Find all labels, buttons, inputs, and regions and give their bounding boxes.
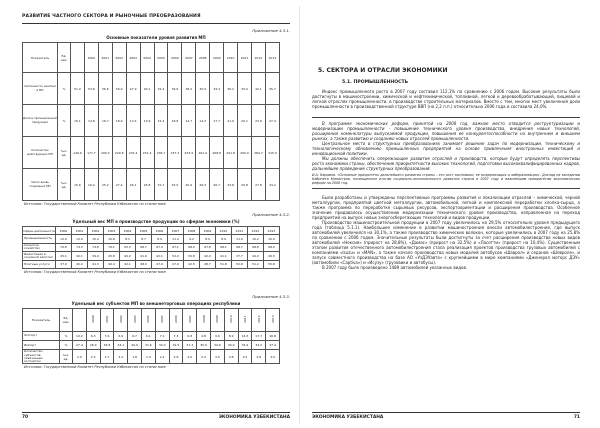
table-header-year: 2009 <box>200 227 216 235</box>
table-cell: 8.0 <box>200 235 216 243</box>
table-cell: 39.0 <box>238 73 252 105</box>
table-cell: 11.4 <box>168 235 184 243</box>
table-cell: 45.7 <box>265 73 279 105</box>
table-header-year: 2008 <box>184 227 200 235</box>
table-header-unit: Ед. изм. <box>58 43 71 73</box>
row-label: Число вновь созданных МП <box>23 169 58 201</box>
table-cell: 31.7 <box>154 169 168 201</box>
table-cell: 12.9 <box>56 235 72 243</box>
intro-paragraph: Индекс промышленного роста в 2007 году составил 112,1% по сравнению с 2006 годом. Высокие результаты были достигнуты в машиностроении, химической и нефтехимической, топливной, легкой и деревообрабатывающей, пищевой и легкой отраслях промышленности, в производстве строительных материалов. Вместе с тем, многих мест увеличения доли промышленности в производственной структуре ВВП (на 2,2 п.п.) относительно 2006 года и составила 24,0%. <box>312 89 580 109</box>
table-cell: 10.8 <box>104 235 120 243</box>
right-page <box>300 0 600 428</box>
table-cell: 50.8 <box>184 252 200 260</box>
table-cell: 20.1 <box>238 105 252 137</box>
table-cell: 177.7 <box>84 137 98 169</box>
table-cell: 18.9 <box>112 105 126 137</box>
quote-box <box>312 117 580 189</box>
table-cell: 3.2 <box>114 350 128 364</box>
table-header-indicator: Показатель <box>23 308 60 331</box>
running-header-left: РАЗВИТИЕ ЧАСТНОГО СЕКТОРА И РЫНОЧНЫЕ ПРЕОБРАЗОВАНИЯ <box>22 14 290 24</box>
table-row <box>23 350 280 364</box>
appendix-label-2: Приложение 4.3.2. <box>252 212 290 217</box>
table-header-unit: Ед. изм. <box>60 308 73 331</box>
body-paragraph-2: Производство машиностроительной продукции в 2007 году увеличилось на 29,5% относительно уровня предыдущего года (таблица 5.1.1). Наибольшее изменение в развитии машиностроения внесли автомобилестроение, где выпуск автомобилей увеличился на 30,1%, а также производство химических волокон, которые увеличились в 2007 году на 25,8% по сравнению с 2006 годом. Значительные результаты были достигнуты за счет расширения производства новых видов автомобилей «Нексия» (прирост на 28,8%), «Дамас» (прирост на 32,5%) и «Ласетти» (прирост на 10,4%). Существенным этапом развития отечественного автомобилестроения стала реализация проектов производства грузовых автомобилей с компаниями «Isuzu» и «MAN», а также начало производства новых моделей автобусов «Шаврол» и седанов «Шевроле», и запуск совместного производства на базе АО «УзДЭУавто» с крупнейшими в мире компаниями «Дженерал моторс ДЭУ» (автомобили «Captiva») и «Исузу» (грузовики и автобусы). <box>312 220 580 265</box>
table-cell: 253.9 <box>182 137 196 169</box>
table-header-year: 2004 <box>141 308 155 331</box>
table-cell: 27.8 <box>251 169 265 201</box>
table-cell: 4.8 <box>197 331 211 340</box>
footer-title-right: ЭКОНОМИКА УЗБЕКИСТАНА <box>312 415 384 420</box>
table-header-year: 2013 <box>264 227 280 235</box>
table-header-year: 2001 <box>98 43 112 73</box>
table-cell: 16.4 <box>84 169 98 201</box>
table-cell: 3.0 <box>210 350 224 364</box>
table-cell: 98.8 <box>248 243 264 251</box>
table-header-year: 2005 <box>154 43 168 73</box>
table-cell: 36.2 <box>224 73 238 105</box>
table-cell: 229.8 <box>112 137 126 169</box>
table-cell: 29.0 <box>128 341 142 350</box>
table-row <box>23 105 280 137</box>
table-cell: 52.8 <box>232 260 248 268</box>
table-cell: 20.9 <box>182 169 196 201</box>
table-cell: 40.1 <box>72 252 88 260</box>
quote-paragraph-3: Мы должны обеспечить опережающее развитие отраслей и производств, которые будут определять перспективы роста экономики страны, обеспечение приоритетности высоких технологий, подготовки высококвалифицированных кадров, дальнейшее проведение структурных преобразований. <box>312 156 580 171</box>
table-cell: 29.1 <box>140 73 154 105</box>
table-cell: 74.3 <box>72 243 88 251</box>
table-cell: 15.1 <box>71 105 85 137</box>
table-cell: 12.9 <box>72 235 88 243</box>
quote-paragraph-2: Центральное место в структурных преобразованиях занимает решение задач по модернизации, техническому и технологическому обновлению промышленных предприятий на основе привлечения иностранных инвестиций и инновационной политики. <box>312 141 580 156</box>
row-label: Численность занятых в МП <box>23 73 58 105</box>
table-cell: 74.8 <box>88 243 104 251</box>
table-header-year: 2003 <box>128 308 142 331</box>
table-cell: 31.5 <box>169 341 183 350</box>
table-cell: 26.7 <box>210 169 224 201</box>
table-cell: 52.2 <box>168 252 184 260</box>
table-cell: 13.9 <box>140 105 154 137</box>
row-unit: % <box>60 341 73 350</box>
table-mp-indicators <box>22 42 280 201</box>
table-header-year: 2003 <box>126 43 140 73</box>
body-paragraph-1: Были разработаны и утверждены перспективные программы развития и локализации отраслей – химической, черной металлургии, предприятий цветной металлургии, автомобильной, легкой и комплексной переработки хлопка-сырца, а также программа по переработке сырьевых ресурсов, экспортоориентации и расширения производства. Особенное значение придавалось осуществлению модернизации технического уровня производства, направленная на переход предприятий на выпуск новых энергосберегающих технологий и видов продукции. <box>312 195 580 220</box>
table-cell: 315.0 <box>265 137 279 169</box>
table-cell: 2.2 <box>155 350 169 364</box>
table-header-year: 2012 <box>248 227 264 235</box>
table-cell: 15.4 <box>88 235 104 243</box>
table-cell: 35.0 <box>197 341 211 350</box>
table-header-year <box>71 43 85 73</box>
table-cell: 98.7 <box>232 243 248 251</box>
table-row <box>23 169 280 201</box>
table-cell: 8.9 <box>152 235 168 243</box>
table-row <box>23 331 280 340</box>
page-number-right: 71 <box>573 415 580 420</box>
table-cell: 2.5 <box>238 350 252 364</box>
footer-left <box>22 412 290 420</box>
table-cell: 6.3 <box>86 331 100 340</box>
row-label: Количество субъектов, охваченных экспортом <box>23 350 60 364</box>
table-cell: 47.9 <box>152 260 168 268</box>
table-cell: 44.2 <box>248 252 264 260</box>
table-cell: 6.8 <box>183 331 197 340</box>
row-label: Экспорт <box>23 331 60 340</box>
table-cell: 26.1 <box>126 169 140 201</box>
table-cell: 37.9 <box>56 260 72 268</box>
table-cell: 33.1 <box>114 341 128 350</box>
table-cell: 23.8 <box>224 169 238 201</box>
table-cell: 14.3 <box>196 105 210 137</box>
table-cell: 261.0 <box>196 137 210 169</box>
table-cell: 25.0 <box>168 169 182 201</box>
row-unit: тыс. ед. <box>58 169 71 201</box>
table-cell: 2.0 <box>73 350 87 364</box>
table-header-year <box>73 308 87 331</box>
table-cell: 25.8 <box>140 169 154 201</box>
table-header-year: 2005 <box>155 308 169 331</box>
table-row <box>23 235 280 243</box>
table-cell: 76.1 <box>104 243 120 251</box>
table-cell: 27.4 <box>73 341 87 350</box>
section-title: 5. СЕКТОРА И ОТРАСЛИ ЭКОНОМИКИ <box>318 67 448 74</box>
quote-paragraph-1: В программе экономических реформ, принятой на 2008 год, важное место отводится реструктуризации и модернизации промышленности - повышение технического уровня производства, внедрения новых технологий, расширения номенклатуры выпускаемой продукции, повышения ее конкурентоспособности на внутреннем и внешнем рынках, а также развитию и созданию новых отраслей промышленности. <box>312 121 580 141</box>
appendix-label-1: Приложение 4.3.1. <box>252 28 290 33</box>
table-header-year: 2013 <box>265 43 279 73</box>
table-cell: 15.4 <box>154 105 168 137</box>
table-cell: 7.6 <box>100 331 114 340</box>
table-cell: 47.9 <box>168 260 184 268</box>
row-label: Инвестиции в основной капитал <box>23 252 56 260</box>
table-cell: 26.3 <box>196 169 210 201</box>
table-cell: 261.8 <box>224 137 238 169</box>
table-cell: 42.1 <box>120 260 136 268</box>
table-cell: 97.1 <box>168 243 184 251</box>
table-cell: 48.0 <box>136 260 152 268</box>
table-cell: 268.8 <box>210 137 224 169</box>
table-header-year: 2009 <box>210 43 224 73</box>
table-cell: 14.7 <box>182 105 196 137</box>
row-unit: тыс. ед. <box>58 137 71 169</box>
table-title-1: Основные показатели уровня развития МП <box>106 35 206 40</box>
table-cell: 2.6 <box>169 350 183 364</box>
table-cell: 42.5 <box>184 260 200 268</box>
table-cell: 27.9 <box>126 73 140 105</box>
table-cell: 8.7 <box>136 235 152 243</box>
table-header-year: 2008 <box>196 43 210 73</box>
table-cell: 9.2 <box>184 235 200 243</box>
table-header-year: 2010 <box>224 308 238 331</box>
table-cell: 34.3 <box>210 73 224 105</box>
table-cell: 37.4 <box>266 341 280 350</box>
table-cell: 51.8 <box>216 260 232 268</box>
table-header-sphere: Сферы деятельности <box>23 227 56 235</box>
table-cell: 42.1 <box>152 252 168 260</box>
table-cell: 206.3 <box>98 137 112 169</box>
table-cell: 6.1 <box>141 331 155 340</box>
table-cell: 2.0 <box>183 350 197 364</box>
table-cell: 70.8 <box>56 243 72 251</box>
table-cell: 16.8 <box>266 331 280 340</box>
table-cell: 98.9 <box>264 243 280 251</box>
table-cell: 59.0 <box>112 73 126 105</box>
row-label: Количество действующих МП <box>23 137 58 169</box>
table-cell: 23.9 <box>251 105 265 137</box>
table-cell: 34.9 <box>210 341 224 350</box>
table-cell: 42.2 <box>200 252 216 260</box>
table-header-year: 2009 <box>210 308 224 331</box>
table-header-indicator: Показатель <box>23 43 58 73</box>
table-cell: 284.7 <box>251 137 265 169</box>
table-cell: 41.1 <box>216 252 232 260</box>
row-label: Платные услуги <box>23 260 56 268</box>
row-unit: тыс. ед. <box>60 350 73 364</box>
table-header-year: 2004 <box>140 43 154 73</box>
row-label: Импорт <box>23 341 60 350</box>
table-header-year: 2003 <box>104 227 120 235</box>
table-cell: 95.3 <box>120 243 136 251</box>
table-cell: 32.9 <box>238 341 252 350</box>
running-header-right <box>312 14 580 23</box>
table-cell: 3.8 <box>224 350 238 364</box>
table-cell: 37.7 <box>232 252 248 260</box>
table-cell: 7.3 <box>169 331 183 340</box>
table-header-year: 2011 <box>238 308 252 331</box>
table-cell: 41.3 <box>88 260 104 268</box>
row-unit: % <box>58 73 71 105</box>
table-header-year: 2006 <box>169 308 183 331</box>
table-header-year: 2012 <box>251 43 265 73</box>
table-header-year: 2002 <box>112 43 126 73</box>
table-cell: 18.8 <box>168 105 182 137</box>
table-row <box>23 252 280 260</box>
table-cell: 38.2 <box>182 73 196 105</box>
table-row <box>23 341 280 350</box>
table-cell: 53.6 <box>84 73 98 105</box>
table-cell: 1.9 <box>141 350 155 364</box>
table-cell: 42.1 <box>251 73 265 105</box>
table-header-year: 2006 <box>168 43 182 73</box>
table-header-year: 2002 <box>88 227 104 235</box>
table-cell: 27.4 <box>265 105 279 137</box>
table-cell: 26.9 <box>86 341 100 350</box>
row-label: Промышленность <box>23 235 56 243</box>
table-cell: 30.9 <box>196 73 210 105</box>
body-paragraph-3: В 2007 году было произведено 1489 автомобилей указанных видов. <box>322 265 468 270</box>
table-cell: 16.7 <box>98 105 112 137</box>
table-cell: 2.3 <box>86 350 100 364</box>
table-row <box>23 260 280 268</box>
table-header-year: 2002 <box>114 308 128 331</box>
appendix-label-3: Приложение 4.3.3. <box>252 293 290 299</box>
table-cell: 55.8 <box>264 260 280 268</box>
table-cell: 51.0 <box>71 73 85 105</box>
table-cell: 17.7 <box>252 331 266 340</box>
table-cell: 8.9 <box>224 331 238 340</box>
table-cell: 34.2 <box>252 341 266 350</box>
table-cell: 6.7 <box>128 331 142 340</box>
table-mp-foreign-trade <box>22 308 280 364</box>
footer-right <box>312 412 580 420</box>
table-cell: 26.8 <box>238 169 252 201</box>
table-header-year: 2011 <box>232 227 248 235</box>
table-cell: 97.8 <box>200 243 216 251</box>
row-unit: % <box>60 331 73 340</box>
table-header-year: 2012 <box>252 308 266 331</box>
table-cell: 231.4 <box>140 137 154 169</box>
table-cell: 1.8 <box>128 350 142 364</box>
table-cell: 97.4 <box>152 243 168 251</box>
table-cell: 48.7 <box>200 260 216 268</box>
table-header-year: 2000 <box>86 308 100 331</box>
table-cell: 27.4 <box>112 169 126 201</box>
table-header-year: 2000 <box>84 43 98 73</box>
table-cell: 46.4 <box>104 260 120 268</box>
table-header-year: 2013 <box>266 308 280 331</box>
table-header-year: 2006 <box>152 227 168 235</box>
table-row <box>23 73 280 105</box>
table-cell: 39.6 <box>168 73 182 105</box>
table-cell: 236.7 <box>154 137 168 169</box>
table-source-2: Источник: Государственный Комитет Республики Узбекистан по статистике <box>24 269 166 274</box>
row-label: Сельское хозяйство <box>23 243 56 251</box>
table-cell: 31.6 <box>141 341 155 350</box>
table-cell: 32.0 <box>155 341 169 350</box>
table-header-year: 2001 <box>100 308 114 331</box>
table-cell: 39.4 <box>88 252 104 260</box>
table-header-year: 2010 <box>216 227 232 235</box>
table-header-year: 2004 <box>120 227 136 235</box>
table-source-3: Источник: Государственный Комитет Республики Узбекистан по статистике <box>24 365 166 370</box>
table-cell: 56.6 <box>98 73 112 105</box>
table-cell: 11.9 <box>232 235 248 243</box>
table-cell: 8.9 <box>216 235 232 243</box>
table-cell: 17.7 <box>210 105 224 137</box>
table-cell: 15.6 <box>71 169 85 201</box>
table-cell: 98.1 <box>216 243 232 251</box>
table-cell: 41.9 <box>136 252 152 260</box>
table-header-year: 2010 <box>224 43 238 73</box>
table-header-year: 2001 <box>72 227 88 235</box>
table-header-year: 2007 <box>183 308 197 331</box>
table-cell: 14.8 <box>84 105 98 137</box>
table-mp-sphere-share <box>22 226 280 269</box>
table-cell: 14.3 <box>238 331 252 340</box>
table-cell: 31.3 <box>183 341 197 350</box>
table-cell: 45.8 <box>104 252 120 260</box>
table-cell: 10.2 <box>248 235 264 243</box>
table-cell: 98.0 <box>184 243 200 251</box>
table-row <box>23 137 280 169</box>
table-cell: 10.2 <box>73 331 87 340</box>
table-cell: 51.2 <box>248 260 264 268</box>
table-cell: 32.4 <box>154 73 168 105</box>
table-cell: 9.6 <box>210 331 224 340</box>
table-title-2: Удельный вес МП в производстве продукции по сферам экономики (%) <box>72 219 240 224</box>
table-cell: 3.0 <box>266 350 280 364</box>
table-cell: 2.7 <box>100 350 114 364</box>
table-cell: 21.9 <box>224 105 238 137</box>
table-cell: 7.1 <box>155 331 169 340</box>
table-header-year: 2000 <box>56 227 72 235</box>
row-unit: % <box>58 105 71 137</box>
table-header-year: 2011 <box>238 43 252 73</box>
table-cell: 46.5 <box>264 252 280 260</box>
page-number-left: 70 <box>22 415 29 420</box>
table-cell: 25.2 <box>98 169 112 201</box>
table-cell: 98.7 <box>136 243 152 251</box>
table-cell: 6.9 <box>114 331 128 340</box>
table-cell: 250.0 <box>238 137 252 169</box>
table-cell: 10.9 <box>264 235 280 243</box>
table-header-year: 2007 <box>168 227 184 235</box>
table-row <box>23 243 280 251</box>
table-cell: 2.4 <box>197 350 211 364</box>
quote-footnote: И.А. Каримов. «Основные приоритеты дальнейшего развития страны – это рост экономики, ее модернизация и либерализация». Доклад на заседании Кабинета Министров, посвященном итогам социально-экономического развития страны в 2007 году и важнейшим приоритетам экономических реформ на 2008 год. <box>312 173 580 185</box>
table-cell: 13.4 <box>126 105 140 137</box>
table-header-year: 2005 <box>136 227 152 235</box>
table-cell: 8.1 <box>120 235 136 243</box>
table-cell: 149.6 <box>71 137 85 169</box>
footer-title-left: ЭКОНОМИКА УЗБЕКИСТАНА <box>218 415 290 420</box>
table-cell: 237.3 <box>168 137 182 169</box>
table-header-year: 2008 <box>197 308 211 331</box>
table-cell: 232.4 <box>126 137 140 169</box>
table-cell: 2.8 <box>252 350 266 364</box>
row-label: Доля в промышленной продукции <box>23 105 58 137</box>
table-cell: 25.1 <box>56 252 72 260</box>
table-source-1: Источник: Государственный Комитет Республики Узбекистан по статистике <box>24 202 166 206</box>
subsection-title: 5.1. ПРОМЫШЛЕННОСТЬ <box>342 80 409 85</box>
table-cell: 34.8 <box>100 341 114 350</box>
table-header-year: 2007 <box>182 43 196 73</box>
table-cell: 40.2 <box>120 252 136 260</box>
table-cell: 34.2 <box>265 169 279 201</box>
table-title-3: Удельный вес субъектов МП во внешнеторговых операциях республики <box>71 300 241 306</box>
table-cell: 40.0 <box>72 260 88 268</box>
table-cell: 34.0 <box>224 341 238 350</box>
